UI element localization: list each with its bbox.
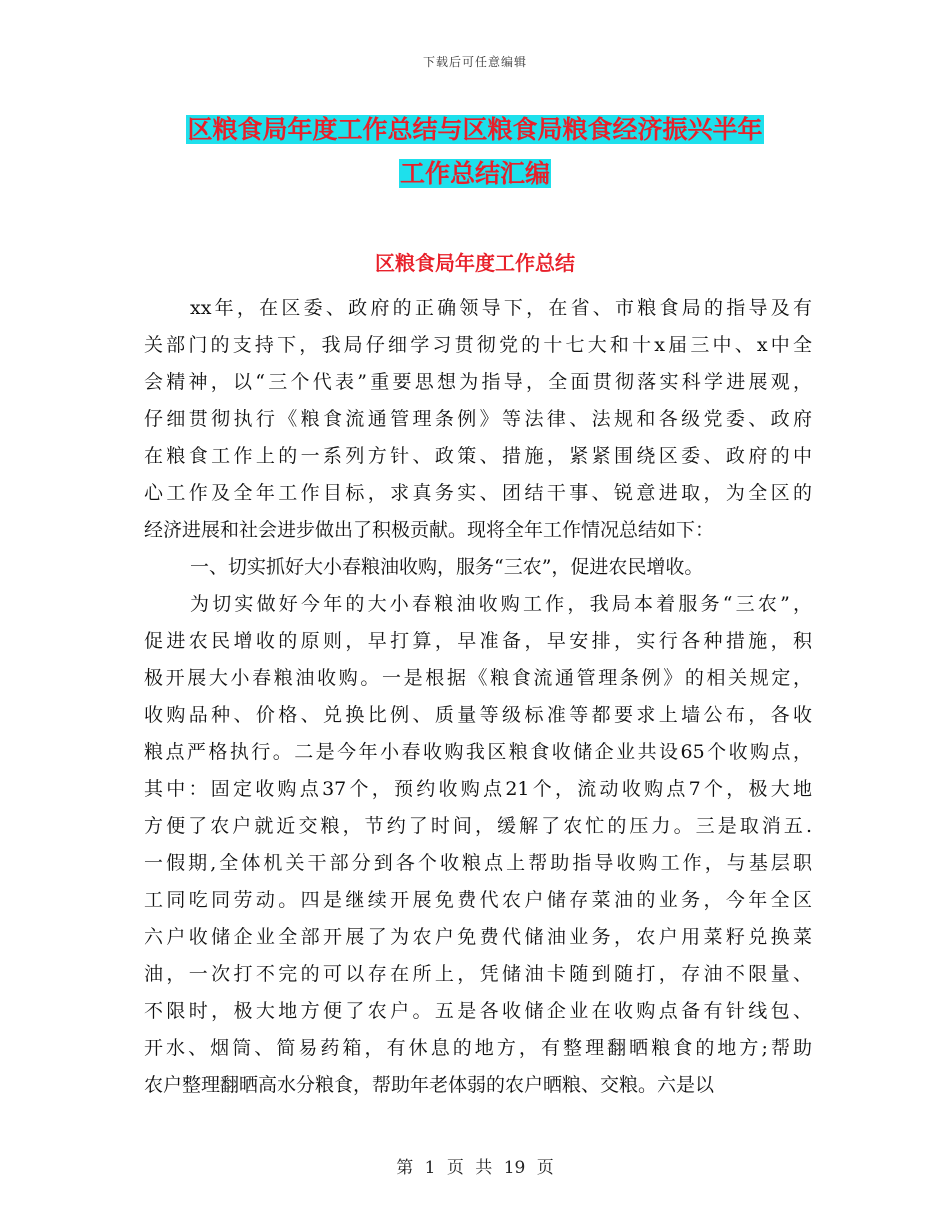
paragraph-line: 粮点严格执行。二是今年小春收购我区粮食收储企业共设65个收购点， (144, 741, 812, 763)
paragraph-line: 方便了农户就近交粮，节约了时间，缓解了农忙的压力。三是取消五. (144, 815, 812, 837)
paragraph-line: 心工作及全年工作目标，求真务实、团结干事、锐意进取，为全区的 (144, 482, 812, 504)
paragraph-line: 在粮食工作上的一系列方针、政策、措施，紧紧围绕区委、政府的中 (144, 445, 812, 467)
document-title (0, 108, 950, 196)
paragraph-line: 经济进展和社会进步做出了积极贡献。现将全年工作情况总结如下： (144, 519, 715, 541)
paragraph-line: xx年，在区委、政府的正确领导下，在省、市粮食局的指导及有 (190, 297, 812, 319)
paragraph-line: 仔细贯彻执行《粮食流通管理条例》等法律、法规和各级党委、政府 (144, 408, 812, 430)
title-line-1: 区粮食局年度工作总结与区粮食局粮食经济振兴半年 (187, 115, 763, 144)
paragraph-line: 一假期,全体机关干部分到各个收粮点上帮助指导收购工作，与基层职 (144, 852, 812, 874)
paragraph-line: 六户收储企业全部开展了为农户免费代储油业务，农户用菜籽兑换菜 (144, 926, 812, 948)
body-text (144, 290, 812, 1104)
paragraph-line: 开水、烟筒、简易药箱，有休息的地方，有整理翻晒粮食的地方;帮助 (144, 1037, 812, 1059)
paragraph-line: 关部门的支持下，我局仔细学习贯彻党的十七大和十x届三中、x中全 (144, 334, 812, 356)
paragraph-line: 工同吃同劳动。四是继续开展免费代农户储存菜油的业务，今年全区 (144, 889, 812, 911)
page-footer: 第 1 页 共 19 页 (396, 1158, 554, 1178)
section-title: 区粮食局年度工作总结 (375, 251, 575, 275)
section-heading-1: 一、切实抓好大小春粮油收购，服务“三农”，促进农民增收。 (190, 556, 704, 578)
title-line-2: 工作总结汇编 (399, 159, 550, 188)
paragraph-line: 极开展大小春粮油收购。一是根据《粮食流通管理条例》的相关规定， (144, 667, 812, 689)
paragraph-line: 会精神，以“三个代表”重要思想为指导，全面贯彻落实科学进展观， (144, 371, 812, 393)
paragraph-line: 不限时，极大地方便了农户。五是各收储企业在收购点备有针线包、 (144, 1000, 812, 1022)
paragraph-line: 收购品种、价格、兑换比例、质量等级标准等都要求上墙公布，各收 (144, 704, 812, 726)
paragraph-line: 油，一次打不完的可以存在所上，凭储油卡随到随打，存油不限量、 (144, 963, 812, 985)
paragraph-line: 促进农民增收的原则，早打算，早准备，早安排，实行各种措施，积 (144, 630, 812, 652)
header-note: 下载后可任意编辑 (422, 55, 527, 69)
paragraph-line: 其中：固定收购点37个，预约收购点21个，流动收购点7个，极大地 (144, 778, 812, 800)
paragraph-line: 为切实做好今年的大小春粮油收购工作，我局本着服务“三农”， (190, 593, 812, 615)
paragraph-line: 农户整理翻晒高水分粮食，帮助年老体弱的农户晒粮、交粮。六是以 (144, 1074, 715, 1096)
